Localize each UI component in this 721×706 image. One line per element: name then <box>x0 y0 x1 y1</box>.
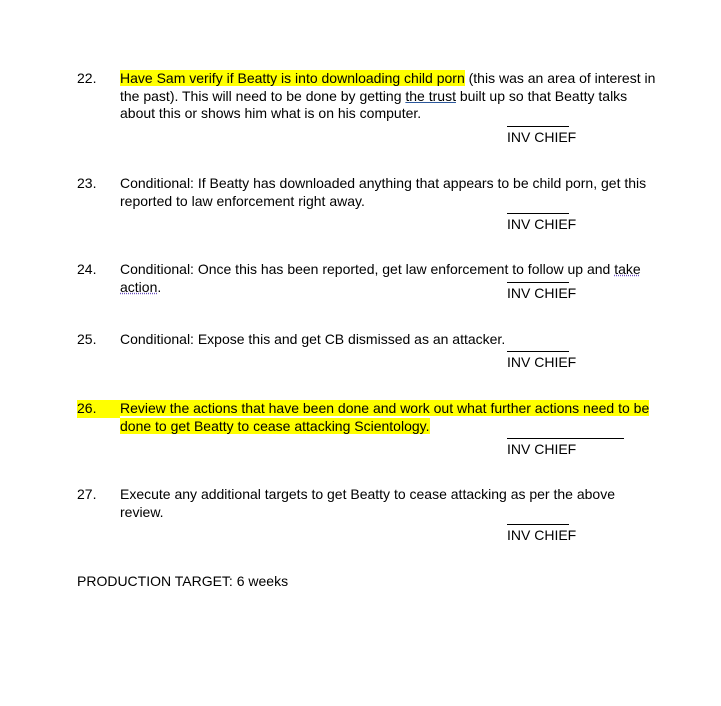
underlined-text: the trust <box>405 87 456 104</box>
item-text <box>120 400 657 435</box>
item-number: 23. <box>77 175 97 191</box>
signoff-24 <box>507 282 576 301</box>
list-item-23 <box>77 175 657 210</box>
signature-line <box>507 213 569 214</box>
highlighted-text: Review the actions that have been done and work out what further actions need to be done to get Beatty to cease attacking Scientology. <box>120 400 650 434</box>
signature-line <box>507 282 569 283</box>
signoff-label: INV CHIEF <box>507 354 577 370</box>
signature-line <box>507 351 569 352</box>
item-text: Execute any additional targets to get Beatty to cease attacking as per the above review. <box>120 486 615 520</box>
signoff-label: INV CHIEF <box>507 216 577 232</box>
item-text: Conditional: If Beatty has downloaded anything that appears to be child porn, get this reported to law enforcement right away. <box>120 175 647 209</box>
item-number: 22. <box>77 70 97 86</box>
signature-line <box>507 126 569 127</box>
list-item-22 <box>77 70 657 123</box>
signature-line <box>507 438 624 439</box>
signoff-27 <box>507 524 576 543</box>
underlined-text: take action <box>120 261 641 295</box>
signoff-label: INV CHIEF <box>507 441 577 457</box>
item-number: 26. <box>77 400 120 418</box>
item-number: 27. <box>77 486 97 502</box>
item-text: Conditional: Once this has been reported, get law enforcement to follow up and take action. <box>120 261 641 295</box>
list-item-26 <box>77 400 657 435</box>
item-text: Have Sam verify if Beatty is into downloading child porn (this was an area of interest in the past). This will need to be done by getting the trust built up so that Beatty talks about this or shows him what is on his computer. <box>120 70 656 121</box>
signoff-label: INV CHIEF <box>507 129 577 145</box>
item-number: 24. <box>77 261 97 277</box>
signoff-label: INV CHIEF <box>507 285 577 301</box>
item-number: 25. <box>77 331 97 347</box>
production-target: PRODUCTION TARGET: 6 weeks <box>77 573 289 589</box>
signature-line <box>507 524 569 525</box>
signoff-label: INV CHIEF <box>507 527 577 543</box>
signoff-26 <box>507 438 624 457</box>
item-text: Conditional: Expose this and get CB dismissed as an attacker. <box>120 331 506 347</box>
signoff-23 <box>507 213 576 232</box>
signoff-25 <box>507 351 576 370</box>
list-item-25 <box>77 331 657 349</box>
signoff-22 <box>507 126 576 145</box>
highlighted-text: Have Sam verify if Beatty is into downloading child porn <box>120 70 465 86</box>
list-item-27 <box>77 486 657 521</box>
